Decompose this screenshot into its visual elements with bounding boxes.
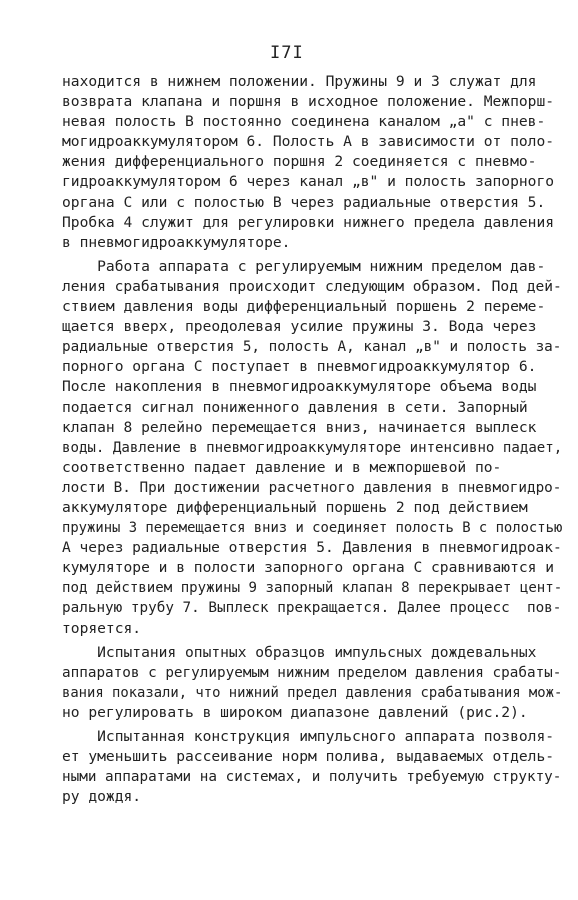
page-number: I7I [270, 43, 304, 63]
paragraph [62, 257, 562, 639]
body-text [62, 72, 562, 807]
paragraph [62, 727, 562, 807]
text-line: ными аппаратами на системах, и получить требуемую структу- [62, 768, 562, 786]
text-line: ления срабатывания происходит следующим образом. Под дей- [62, 277, 562, 295]
text-line: ральную трубу 7. Выплеск прекращается. Далее процесс пов- [62, 599, 562, 617]
text-line: невая полость В постоянно соединена каналом „а" с пнев- [62, 113, 546, 131]
text-line: Работа аппарата с регулируемым нижним пределом дав- [62, 257, 546, 275]
text-line: кумуляторе и в полости запорного органа С сравниваются и [62, 559, 555, 577]
text-line: порного органа С поступает в пневмогидроаккумулятор 6. [62, 358, 537, 376]
text-line: аппаратов с регулируемым нижним пределом давления срабаты- [62, 663, 562, 681]
text-line: Испытания опытных образцов импульсных дождевальных [62, 643, 537, 661]
text-line: жения дифференциального поршня 2 соединяется с пневмо- [62, 153, 537, 171]
text-line: лости В. При достижении расчетного давления в пневмогидро- [62, 478, 562, 496]
text-line: гидроаккумулятором 6 через канал „в" и полость запорного [62, 173, 555, 191]
text-line: клапан 8 релейно перемещается вниз, начинается выплеск [62, 418, 537, 436]
text-line: находится в нижнем положении. Пружины 9 и 3 служат для [62, 73, 537, 90]
text-line: пружины 3 перемещается вниз и соединяет полость В с полостью [62, 519, 563, 537]
text-line: ру дождя. [62, 788, 142, 806]
text-line: Пробка 4 служит для регулировки нижнего предела давления [62, 213, 555, 231]
text-line: радиальные отверстия 5, полость А, канал „в" и полость за- [62, 338, 562, 356]
text-line: подается сигнал пониженного давления в сети. Запорный [62, 398, 528, 416]
text-line: вания показали, что нижний предел давления срабатывания мож- [62, 683, 563, 701]
paragraph [62, 643, 562, 723]
paragraph [62, 72, 562, 253]
text-line: в пневмогидроаккумуляторе. [62, 233, 291, 251]
text-line: А через радиальные отверстия 5. Давления в пневмогидроак- [62, 539, 562, 557]
text-line: возврата клапана и поршня в исходное положение. Межпорш- [62, 93, 555, 111]
text-line: торяется. [62, 619, 142, 637]
text-line: После накопления в пневмогидроаккумуляторе объема воды [62, 378, 537, 396]
text-line: воды. Давление в пневмогидроаккумуляторе интенсивно падает, [62, 438, 563, 456]
text-line: ет уменьшить рассеивание норм полива, выдаваемых отдель- [62, 748, 555, 766]
text-line: Испытанная конструкция импульсного аппарата позволя- [62, 728, 555, 745]
text-line: органа С или с полостью В через радиальные отверстия 5. [62, 193, 546, 211]
text-line: ствием давления воды дифференциальный поршень 2 переме- [62, 298, 546, 316]
text-line: под действием пружины 9 запорный клапан 8 перекрывает цент- [62, 579, 563, 597]
text-line: аккумуляторе дифференциальный поршень 2 под действием [62, 498, 528, 516]
text-line: но регулировать в широком диапазоне давлений (рис.2). [62, 703, 528, 721]
text-line: соответственно падает давление и в межпоршевой по- [62, 458, 502, 476]
text-line: щается вверх, преодолевая усилие пружины 3. Вода через [62, 318, 537, 336]
text-line: могидроаккумулятором 6. Полость А в зависимости от поло- [62, 133, 555, 151]
